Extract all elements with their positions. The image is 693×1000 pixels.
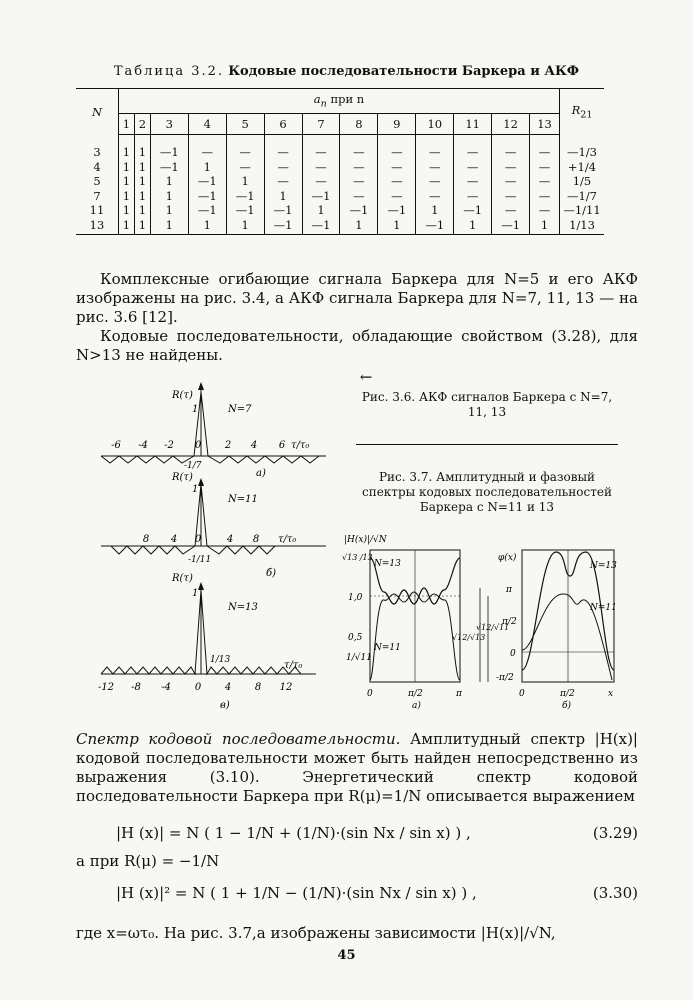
tick-label: -2 — [164, 440, 174, 451]
table-cell: — — [226, 160, 264, 175]
side-label-7: -1/7 — [184, 461, 202, 471]
table-cell: 1 — [119, 174, 135, 189]
column-header: 7 — [302, 114, 340, 135]
table-cell: 1 — [226, 218, 264, 235]
row-r: 1/5 — [560, 174, 605, 189]
x-label-7: τ/τ₀ — [291, 440, 310, 451]
equation-3-29-body: |H (x)| = N ( 1 − 1/N + (1/N)·(sin Nx / sin x) ) , — [116, 824, 471, 842]
peak-label-13: 1 — [192, 588, 199, 599]
fig-3-6 — [96, 368, 336, 712]
row-n: 5 — [93, 174, 101, 188]
table-row — [76, 203, 604, 218]
phase-x0: 0 — [519, 689, 525, 699]
tick-label: 4 — [170, 534, 178, 545]
equation-3-29 — [76, 812, 638, 852]
column-header: 3 — [150, 114, 188, 135]
table-cell: — — [416, 174, 454, 189]
equation-3-30-body: |H (x)|² = N ( 1 + 1/N − (1/N)·(sin Nx / sin x) ) , — [116, 884, 477, 902]
column-header: 1 — [119, 114, 135, 135]
amp-y05: 0,5 — [348, 633, 363, 643]
table-cell: — — [340, 135, 378, 160]
table-cell: 1 — [134, 135, 150, 160]
fig-3-7-caption: Рис. 3.7. Амплитудный и фазовый спектры кодовых последовательностей Баркера с N=11 и 13 — [361, 470, 612, 514]
table-cell: — — [416, 189, 454, 204]
peak-label-7: 1 — [192, 404, 199, 415]
column-header: 6 — [264, 114, 302, 135]
table-cell: —1 — [226, 203, 264, 218]
table-caption-prefix: Таблица 3.2. — [113, 64, 225, 79]
table-cell: —1 — [416, 218, 454, 235]
paragraph-1: Комплексные огибающие сигнала Баркера для N=5 и его АКФ изображены на рис. 3.4, а АКФ сигнала Баркера для N=7, 11, 13 — на рис. 3.6 [12]. — [76, 270, 638, 326]
row-r: 1/13 — [560, 218, 605, 235]
table-cell: 1 — [416, 203, 454, 218]
amp-x2: π — [456, 689, 462, 699]
equation-3-30-number: (3.30) — [592, 884, 638, 902]
tick-label: -4 — [138, 440, 148, 451]
row-r: —1/3 — [560, 135, 605, 160]
phase-x1: π/2 — [560, 689, 575, 699]
row-r: —1/11 — [560, 203, 605, 218]
side-label-11: -1/11 — [188, 555, 212, 565]
table-cell: — — [454, 174, 492, 189]
axis-label-r11: R(τ) — [172, 472, 193, 483]
phase-pi2: π/2 — [502, 617, 517, 627]
table-cell: — — [530, 203, 560, 218]
table-cell: — — [302, 135, 340, 160]
row-r: +1/4 — [560, 160, 605, 175]
table-cell: 1 — [134, 218, 150, 235]
amp-y-small: 1/√11 — [346, 653, 372, 663]
table-cell: —1 — [264, 218, 302, 235]
table-cell: —1 — [454, 203, 492, 218]
table-row — [76, 189, 604, 204]
phase-y-label: φ(x) — [498, 553, 517, 563]
table-cell: — — [264, 174, 302, 189]
table-cell: — — [188, 135, 226, 160]
page-number: 45 — [337, 948, 356, 963]
column-header: 13 — [530, 114, 560, 135]
table-cell: —1 — [302, 189, 340, 204]
table-cell: — — [454, 135, 492, 160]
paragraph-3: Спектр кодовой последовательности. Амплитудный спектр |H(x)| кодовой последовательности может быть найден непосредственно из выражения (3.10). Энергетический спектр кодовой последовательности Баркера при R(μ)=1/N описывается выражением — [76, 730, 638, 805]
table-cell: 1 — [150, 189, 188, 204]
table-cell: — — [492, 203, 530, 218]
table-cell: — — [492, 174, 530, 189]
header-r: $R_{21}$ — [560, 89, 605, 135]
phase-pi: π — [506, 585, 512, 595]
table-cell: —1 — [150, 135, 188, 160]
table-caption — [0, 64, 693, 79]
table-cell: — — [340, 160, 378, 175]
table-cell: 1 — [188, 218, 226, 235]
tick-label: 8 — [252, 534, 260, 545]
tick-label: -4 — [161, 682, 171, 693]
table-cell: 1 — [134, 174, 150, 189]
x-label-11: τ/τ₀ — [278, 534, 297, 545]
amp-x0: 0 — [367, 689, 373, 699]
table-cell: — — [530, 135, 560, 160]
tick-label: -8 — [131, 682, 141, 693]
column-header: 2 — [134, 114, 150, 135]
table-cell: — — [302, 160, 340, 175]
axis-label-r7: R(τ) — [172, 390, 193, 401]
table-cell: —1 — [264, 203, 302, 218]
table-cell: 1 — [226, 174, 264, 189]
panel-c-36: в) — [220, 700, 230, 711]
acf-panel-n11 — [101, 472, 326, 579]
table-cell: 1 — [134, 189, 150, 204]
table-cell: —1 — [226, 189, 264, 204]
tick-label: 4 — [250, 440, 258, 451]
n-label-7: N=7 — [228, 404, 252, 415]
table-cell: 1 — [188, 160, 226, 175]
table-caption-title: Кодовые последовательности Баркера и АКФ — [228, 64, 580, 79]
table-cell: —1 — [188, 203, 226, 218]
phase-zero: 0 — [510, 649, 516, 659]
x-label-13: τ/τ₀ — [284, 660, 303, 671]
table-cell: — — [378, 135, 416, 160]
phase-x2: x — [608, 689, 614, 699]
amp-panel: а) — [412, 701, 421, 711]
row-n: 3 — [93, 144, 101, 159]
phase-panel: б) — [562, 701, 572, 711]
table-cell: —1 — [492, 218, 530, 235]
row-n: 7 — [93, 188, 101, 203]
table-cell: 1 — [302, 203, 340, 218]
table-cell: —1 — [188, 174, 226, 189]
tick-label: 8 — [254, 682, 262, 693]
row-n: 11 — [89, 203, 105, 217]
amp-n13-label: N=13 — [374, 559, 401, 569]
row-n: 13 — [76, 218, 119, 235]
table-cell: 1 — [530, 218, 560, 235]
amp-x1: π/2 — [408, 689, 423, 699]
table-cell: — — [340, 189, 378, 204]
amp-top-label: √13 /13 — [342, 553, 373, 562]
tick-label: 0 — [194, 534, 202, 545]
table-cell: 1 — [340, 218, 378, 235]
column-header: 5 — [226, 114, 264, 135]
table-cell: —1 — [340, 203, 378, 218]
table-cell: — — [416, 160, 454, 175]
acf-panel-n7 — [101, 382, 326, 479]
table-cell: — — [492, 135, 530, 160]
amp-y-label: |H(x)|/√N — [344, 535, 387, 545]
left-arrow: ← — [359, 368, 373, 386]
barker-table — [76, 88, 604, 235]
table-cell: — — [530, 189, 560, 204]
table-row — [76, 160, 604, 175]
table-cell: —1 — [378, 203, 416, 218]
table-cell: — — [530, 174, 560, 189]
table-cell: — — [530, 160, 560, 175]
table-cell: 1 — [378, 218, 416, 235]
column-header: 11 — [454, 114, 492, 135]
table-cell: 1 — [264, 189, 302, 204]
tick-label: 12 — [279, 682, 293, 693]
table-row — [76, 135, 604, 160]
table-cell: 1 — [150, 174, 188, 189]
header-n: N — [76, 89, 119, 135]
table-row — [76, 174, 604, 189]
table-cell: 1 — [150, 218, 188, 235]
table-cell: — — [378, 189, 416, 204]
table-cell: 1 — [119, 135, 135, 160]
column-header: 4 — [188, 114, 226, 135]
table-cell: — — [454, 160, 492, 175]
table-cell: — — [264, 160, 302, 175]
table-cell: 1 — [119, 160, 135, 175]
caption-rule — [356, 444, 618, 445]
column-header: 12 — [492, 114, 530, 135]
section-title: Спектр кодовой последовательности. — [76, 730, 401, 748]
phase-mpi2: -π/2 — [496, 673, 514, 683]
phase-n13-label: N=13 — [590, 561, 617, 571]
tick-label: 6 — [278, 440, 286, 451]
amp-r2: √12/√11 — [476, 623, 510, 632]
tick-label: 0 — [194, 682, 202, 693]
paragraph-2: Кодовые последовательности, обладающие свойством (3.28), для N>13 не найдены. — [76, 327, 638, 364]
table-cell: —1 — [302, 218, 340, 235]
fig-3-7b — [494, 530, 624, 710]
amp-y10: 1,0 — [348, 593, 363, 603]
table-row — [76, 218, 604, 235]
fig-3-6-caption: Рис. 3.6. АКФ сигналов Баркера с N=7, 11, 13 — [361, 390, 613, 419]
n-label-11: N=11 — [228, 494, 258, 505]
amp-n11-label: N=11 — [374, 643, 401, 653]
paragraph-4: где x=ωτ₀. На рис. 3.7,а изображены зависимости |H(x)|/√N, — [76, 924, 556, 942]
amp-r1: √12/√13 — [452, 633, 486, 642]
acf-panel-n13 — [98, 573, 316, 711]
side-label-13: 1/13 — [210, 655, 231, 665]
tick-label: 4 — [226, 534, 234, 545]
axis-label-r13: R(τ) — [172, 573, 193, 584]
table-cell: 1 — [119, 218, 135, 235]
table-cell: — — [454, 189, 492, 204]
tick-label: 2 — [224, 440, 232, 451]
panel-a-36: а) — [256, 468, 266, 479]
table-cell: 1 — [150, 203, 188, 218]
table-cell: — — [492, 189, 530, 204]
column-header: 9 — [378, 114, 416, 135]
tick-label: 8 — [142, 534, 150, 545]
n-label-13: N=13 — [228, 602, 258, 613]
table-cell: — — [226, 135, 264, 160]
equation-3-29-number: (3.29) — [592, 824, 638, 842]
table-cell: — — [264, 135, 302, 160]
peak-label-11: 1 — [192, 484, 199, 495]
table-cell: 1 — [134, 160, 150, 175]
tick-label: -12 — [97, 682, 115, 693]
table-cell: — — [378, 174, 416, 189]
table-cell: — — [416, 135, 454, 160]
column-header: 10 — [416, 114, 454, 135]
row-r: —1/7 — [560, 189, 605, 204]
table-cell: 1 — [119, 203, 135, 218]
tick-label: 0 — [194, 440, 202, 451]
table-cell: —1 — [188, 189, 226, 204]
table-cell: 1 — [454, 218, 492, 235]
table-cell: —1 — [150, 160, 188, 175]
table-cell: 1 — [134, 203, 150, 218]
phase-n11-label: N=11 — [590, 603, 617, 613]
table-cell: — — [302, 174, 340, 189]
table-cell: — — [340, 174, 378, 189]
paragraph-mid: а при R(μ) = −1/N — [76, 852, 220, 870]
header-an: $a_n$ при n — [119, 89, 560, 114]
table-cell: 1 — [119, 189, 135, 204]
equation-3-30 — [76, 872, 638, 912]
column-header: 8 — [340, 114, 378, 135]
tick-label: -6 — [111, 440, 121, 451]
table-cell: — — [378, 160, 416, 175]
row-n: 4 — [93, 159, 101, 174]
tick-label: 4 — [224, 682, 232, 693]
table-cell: — — [492, 160, 530, 175]
panel-b-36: б) — [266, 568, 277, 579]
